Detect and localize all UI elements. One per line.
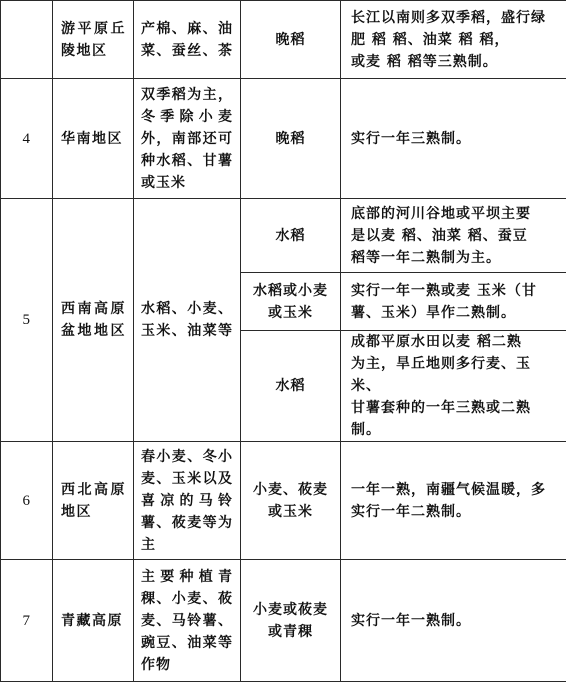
region-name: 青藏高原 bbox=[53, 560, 134, 682]
table-row bbox=[1, 560, 566, 682]
main-crops: 产棉、麻、油 菜、蚕丝、茶 bbox=[134, 1, 241, 79]
cropping-system: 实行一年一熟或麦 玉米（甘 薯、玉米）旱作二熟制。 bbox=[341, 273, 566, 331]
cropping-system: 长江以南则多双季稻，盛行绿 肥 稻 稻、油菜 稻 稻， 或麦 稻 稻等三熟制。 bbox=[341, 1, 566, 79]
table-row bbox=[1, 442, 566, 560]
main-crops: 春小麦、冬小 麦、玉米以及 喜凉的马铃 薯、莜麦等为 主 bbox=[134, 442, 241, 560]
table-row bbox=[1, 79, 566, 199]
cropping-system: 成都平原水田以麦 稻二熟 为主，旱丘地则多行麦、玉米、 甘薯套种的一年三熟或二熟 制。 bbox=[341, 331, 566, 442]
main-crop-type: 小麦、莜麦 或玉米 bbox=[241, 442, 341, 560]
main-crop-type: 水稻 bbox=[241, 331, 341, 442]
row-number: 6 bbox=[1, 442, 53, 560]
table-row bbox=[1, 1, 566, 79]
main-crop-type: 小麦或莜麦 或青稞 bbox=[241, 560, 341, 682]
main-crops: 主要种植青 稞、小麦、莜 麦、马铃薯、 豌豆、油菜等 作物 bbox=[134, 560, 241, 682]
main-crop-type: 水稻或小麦 或玉米 bbox=[241, 273, 341, 331]
row-number: 4 bbox=[1, 79, 53, 199]
main-crop-type: 晚稻 bbox=[241, 1, 341, 79]
cropping-system: 实行一年三熟制。 bbox=[341, 79, 566, 199]
row-number: 5 bbox=[1, 199, 53, 442]
region-name: 西北高原 地区 bbox=[53, 442, 134, 560]
main-crop-type: 水稻 bbox=[241, 199, 341, 273]
cropping-system: 实行一年一熟制。 bbox=[341, 560, 566, 682]
table-row bbox=[1, 199, 566, 273]
row-number: 7 bbox=[1, 560, 53, 682]
row-number bbox=[1, 1, 53, 79]
cropping-system: 一年一熟，南疆气候温暖，多 实行一年二熟制。 bbox=[341, 442, 566, 560]
main-crops: 水稻、小麦、 玉米、油菜等 bbox=[134, 199, 241, 442]
main-crop-type: 晚稻 bbox=[241, 79, 341, 199]
cropping-system: 底部的河川谷地或平坝主要 是以麦 稻、油菜 稻、蚕豆 稻等一年二熟制为主。 bbox=[341, 199, 566, 273]
main-crops: 双季稻为主， 冬季除小麦 外，南部还可 种水稻、甘薯 或玉米 bbox=[134, 79, 241, 199]
region-name: 游平原丘 陵地区 bbox=[53, 1, 134, 79]
region-name: 西南高原 盆地地区 bbox=[53, 199, 134, 442]
region-name: 华南地区 bbox=[53, 79, 134, 199]
